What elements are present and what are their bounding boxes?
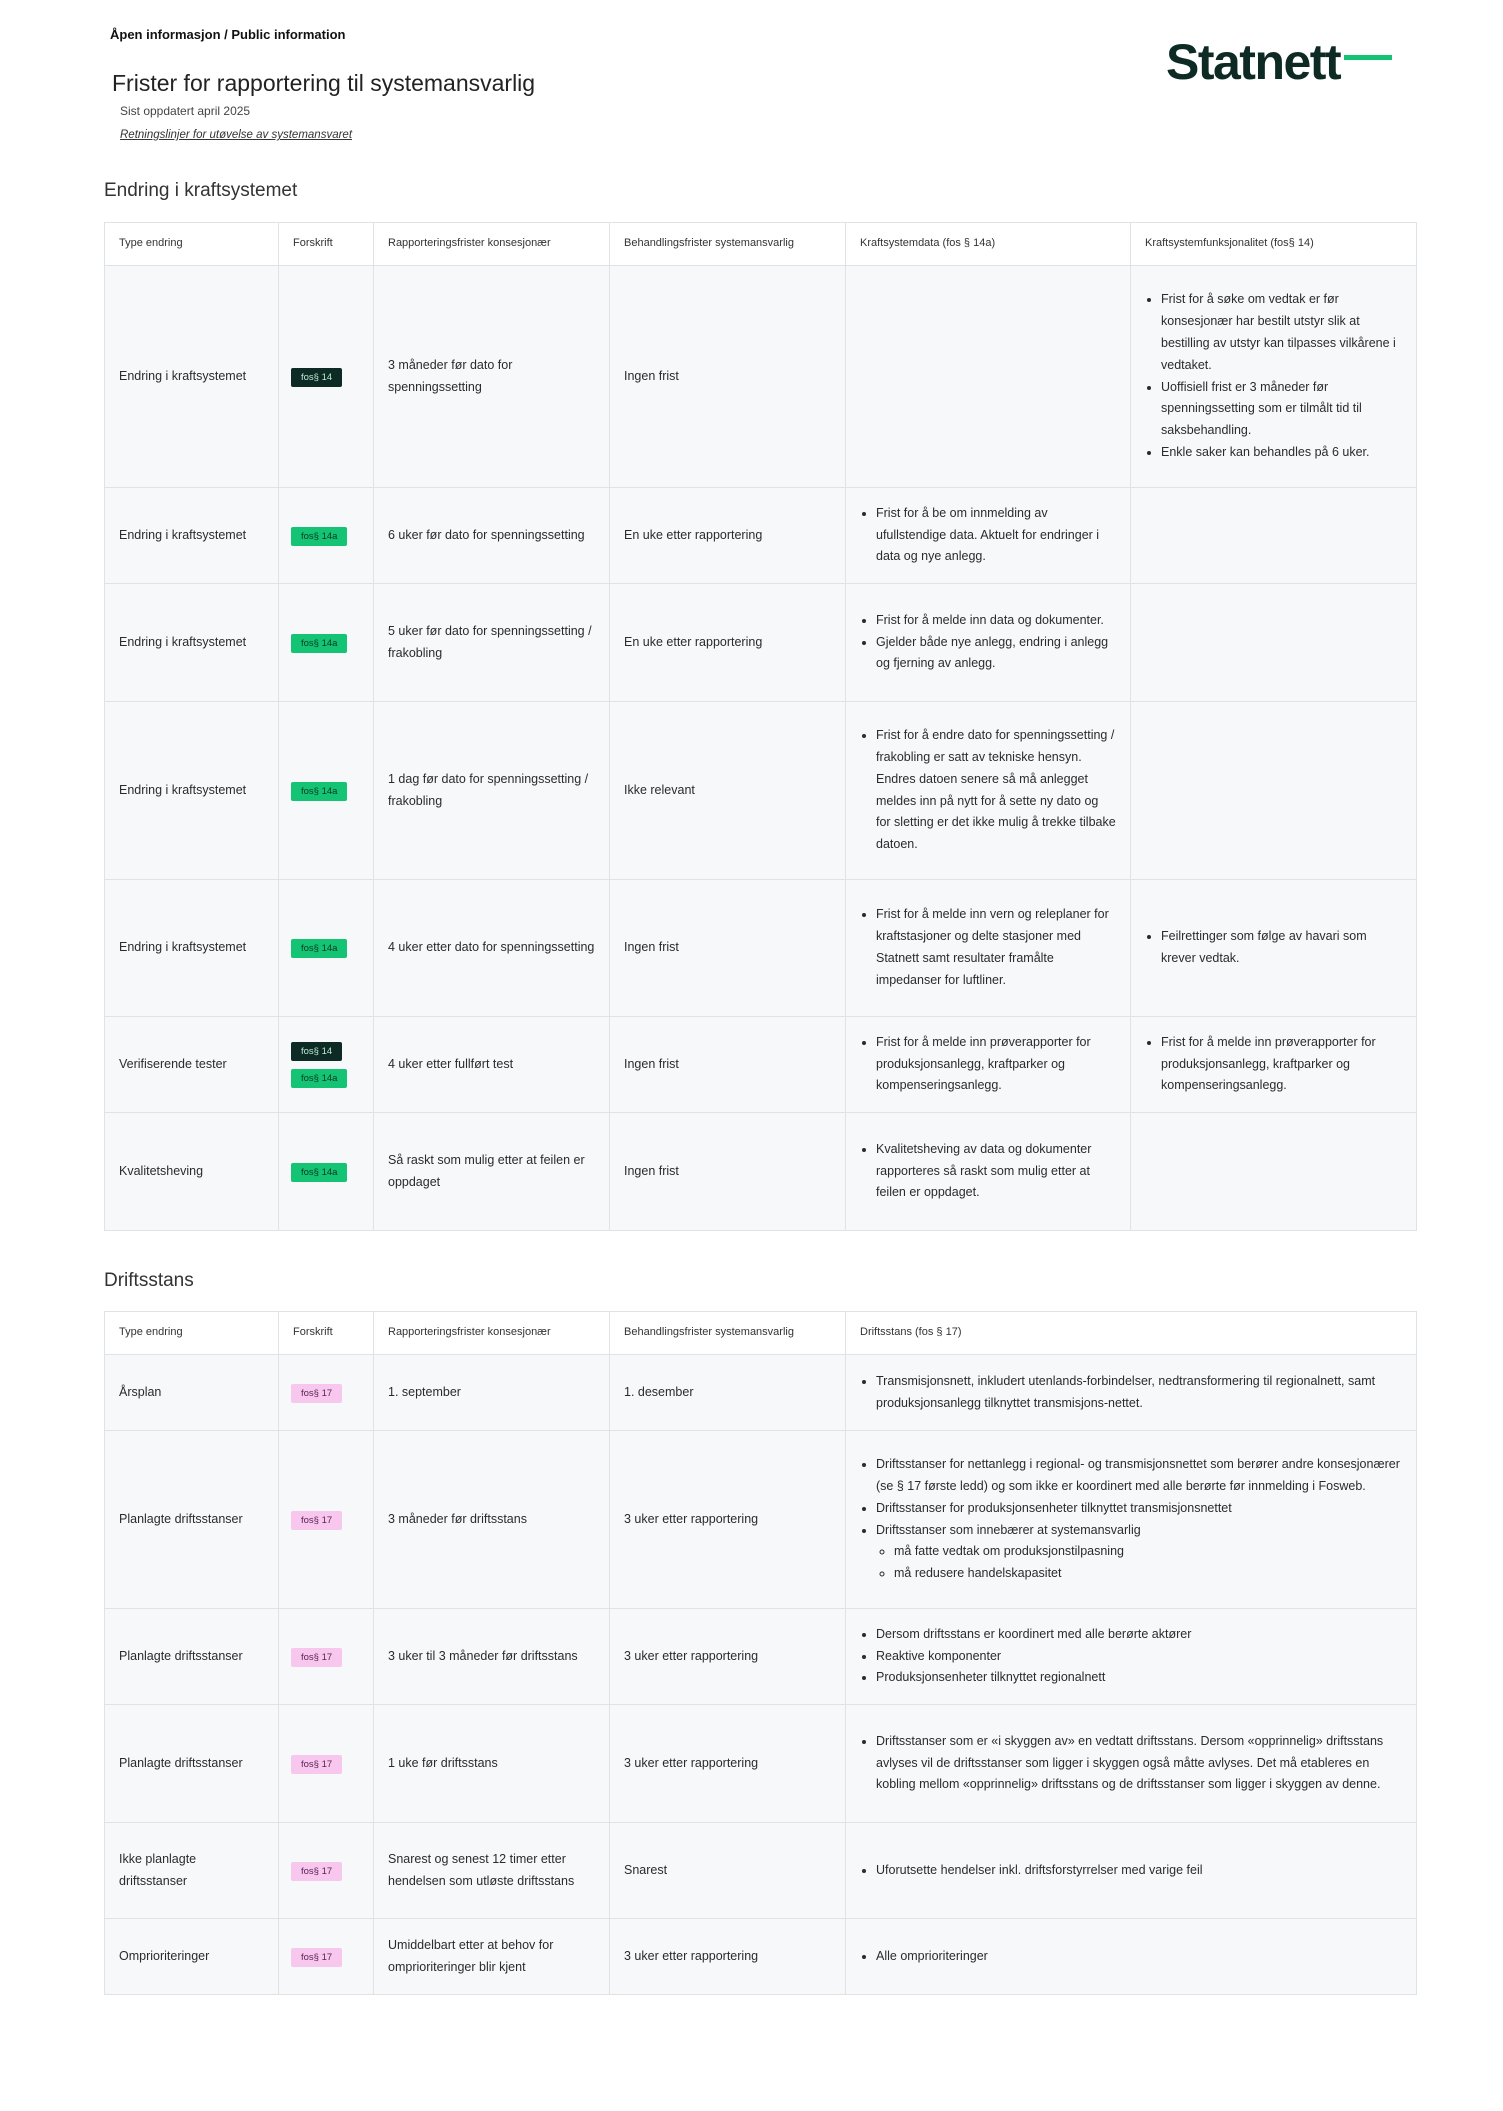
- table-row: [105, 1823, 1417, 1919]
- regulation-cell: [279, 266, 374, 488]
- bullet-list: [860, 1860, 1402, 1882]
- type-cell: Endring i kraftsystemet: [105, 584, 279, 702]
- regulation-badge: fos§ 17: [291, 1648, 342, 1667]
- bullet-item: [876, 1731, 1402, 1797]
- bullet-list: [860, 1946, 1402, 1968]
- regulation-cell: [279, 1705, 374, 1823]
- col-header: Type endring: [105, 1312, 279, 1355]
- outage-details-cell: [846, 1919, 1417, 1995]
- processing-deadline-cell: Snarest: [610, 1823, 846, 1919]
- outages-table: [104, 1311, 1417, 1995]
- bullet-item: [876, 1624, 1402, 1646]
- processing-deadline-cell: Ingen frist: [610, 880, 846, 1017]
- reporting-deadline-cell: 5 uker før dato for spenningssetting / frakobling: [374, 584, 610, 702]
- bullet-item: • Feilrettinger som følge av havari som krever vedtak.: [1161, 926, 1402, 970]
- type-cell: Ikke planlagte driftsstanser: [105, 1823, 279, 1919]
- section-title-outages: Driftsstans: [104, 1270, 194, 1291]
- statnett-logo: [1166, 34, 1392, 90]
- table-row: [105, 1355, 1417, 1431]
- changes-table: [104, 222, 1417, 1231]
- bullet-list: [860, 503, 1116, 569]
- bullet-item: [876, 1498, 1402, 1520]
- system-functionality-cell: [1131, 488, 1417, 584]
- system-data-cell: [846, 584, 1131, 702]
- col-header: Type endring: [105, 223, 279, 266]
- col-header: Kraftsystemfunksjonalitet (fos§ 14): [1131, 223, 1417, 266]
- type-cell: Endring i kraftsystemet: [105, 266, 279, 488]
- type-cell: Årsplan: [105, 1355, 279, 1431]
- col-header: Behandlingsfrister systemansvarlig: [610, 223, 846, 266]
- table-row: [105, 584, 1417, 702]
- system-functionality-cell: [1131, 880, 1417, 1017]
- outage-details-cell: [846, 1609, 1417, 1705]
- bullet-item: • Frist for å melde inn prøverapporter for produksjonsanlegg, kraftparker og kompenseringsanlegg.: [1161, 1032, 1402, 1098]
- bullet-item: • Uoffisiell frist er 3 måneder før spenningssetting som er tilmålt tid til saksbehandling.: [1161, 377, 1402, 443]
- classification-label: Åpen informasjon / Public information: [110, 27, 346, 42]
- regulation-badge: fos§ 17: [291, 1755, 342, 1774]
- processing-deadline-cell: Ingen frist: [610, 266, 846, 488]
- bullet-list: [860, 725, 1116, 856]
- bullet-list: [860, 904, 1116, 992]
- processing-deadline-cell: Ikke relevant: [610, 702, 846, 880]
- reporting-deadline-cell: 4 uker etter fullført test: [374, 1017, 610, 1113]
- regulation-badge: fos§ 14: [291, 368, 342, 387]
- processing-deadline-cell: 1. desember: [610, 1355, 846, 1431]
- table-row: [105, 702, 1417, 880]
- bullet-item: [876, 1454, 1402, 1498]
- regulation-badge: fos§ 17: [291, 1511, 342, 1530]
- regulation-badge: fos§ 14a: [291, 782, 347, 801]
- table-row: [105, 1431, 1417, 1609]
- reporting-deadline-cell: Umiddelbart etter at behov for omprioriteringer blir kjent: [374, 1919, 610, 1995]
- table-row: [105, 1705, 1417, 1823]
- outages-header-row: [105, 1312, 1417, 1355]
- bullet-item: • Frist for å melde inn data og dokumenter.: [876, 610, 1116, 632]
- processing-deadline-cell: 3 uker etter rapportering: [610, 1431, 846, 1609]
- col-header: Rapporteringsfrister konsesjonær: [374, 223, 610, 266]
- sub-bullet-list: [876, 1541, 1402, 1585]
- bullet-item: [876, 1646, 1402, 1668]
- table-row: [105, 1919, 1417, 1995]
- reporting-deadline-cell: 1 dag før dato for spenningssetting / frakobling: [374, 702, 610, 880]
- processing-deadline-cell: En uke etter rapportering: [610, 584, 846, 702]
- system-functionality-cell: [1131, 1113, 1417, 1231]
- regulation-cell: [279, 702, 374, 880]
- regulation-badge: fos§ 14a: [291, 634, 347, 653]
- bullet-item: [876, 1520, 1402, 1586]
- processing-deadline-cell: Ingen frist: [610, 1017, 846, 1113]
- col-header: Driftsstans (fos § 17): [846, 1312, 1417, 1355]
- bullet-text: Uforutsette hendelser inkl. driftsforstyrrelser med varige feil: [876, 1862, 1203, 1877]
- system-data-cell: [846, 1017, 1131, 1113]
- type-cell: Verifiserende tester: [105, 1017, 279, 1113]
- regulation-cell: [279, 1017, 374, 1113]
- sub-bullet-item: ◦ må redusere handelskapasitet: [894, 1563, 1402, 1585]
- reporting-deadline-cell: 3 uker til 3 måneder før driftsstans: [374, 1609, 610, 1705]
- type-cell: Planlagte driftsstanser: [105, 1609, 279, 1705]
- system-data-cell: [846, 702, 1131, 880]
- bullet-text: Transmisjonsnett, inkludert utenlands-forbindelser, nedtransformering til regionalnett, samt produksjonsanlegg tilknyttet transmisjons-nettet.: [876, 1373, 1376, 1410]
- reporting-deadline-cell: 3 måneder før driftsstans: [374, 1431, 610, 1609]
- reporting-deadline-cell: 1. september: [374, 1355, 610, 1431]
- bullet-list: [1145, 289, 1402, 464]
- bullet-item: [876, 1667, 1402, 1689]
- bullet-list: [860, 1731, 1402, 1797]
- bullet-item: [876, 1946, 1402, 1968]
- regulation-badge: fos§ 14a: [291, 1069, 347, 1088]
- regulation-badge: fos§ 14: [291, 1042, 342, 1061]
- bullet-list: [860, 1032, 1116, 1098]
- logo-accent-bar: [1344, 55, 1392, 60]
- system-data-cell: [846, 266, 1131, 488]
- bullet-list: [860, 1139, 1116, 1205]
- reporting-deadline-cell: Snarest og senest 12 timer etter hendelsen som utløste driftsstans: [374, 1823, 610, 1919]
- processing-deadline-cell: En uke etter rapportering: [610, 488, 846, 584]
- type-cell: Endring i kraftsystemet: [105, 702, 279, 880]
- col-header: Rapporteringsfrister konsesjonær: [374, 1312, 610, 1355]
- regulation-badge: fos§ 17: [291, 1862, 342, 1881]
- reporting-deadline-cell: 3 måneder før dato for spenningssetting: [374, 266, 610, 488]
- bullet-item: [876, 1860, 1402, 1882]
- reporting-deadline-cell: 6 uker før dato for spenningssetting: [374, 488, 610, 584]
- outage-details-cell: [846, 1705, 1417, 1823]
- col-header: Forskrift: [279, 223, 374, 266]
- bullet-item: • Enkle saker kan behandles på 6 uker.: [1161, 442, 1402, 464]
- regulation-cell: [279, 488, 374, 584]
- table-row: [105, 880, 1417, 1017]
- bullet-text: Driftsstanser som er «i skyggen av» en vedtatt driftsstans. Dersom «opprinnelig» driftsstans avlyses vil de driftsstanser som ligger i skyggen også måtte avlyses. Det må etableres en kobling mellom «opprinnelig» driftsstans og de driftsstanser som ligger i skyggen av denne.: [876, 1733, 1384, 1792]
- regulation-cell: [279, 1431, 374, 1609]
- bullet-text: Driftsstanser for produksjonsenheter tilknyttet transmisjonsnettet: [876, 1500, 1232, 1515]
- regulation-badge: fos§ 17: [291, 1948, 342, 1967]
- type-cell: Planlagte driftsstanser: [105, 1431, 279, 1609]
- table-row: [105, 1113, 1417, 1231]
- outage-details-cell: [846, 1823, 1417, 1919]
- table-row: [105, 1017, 1417, 1113]
- type-cell: Kvalitetsheving: [105, 1113, 279, 1231]
- type-cell: Endring i kraftsystemet: [105, 880, 279, 1017]
- bullet-text: Driftsstanser for nettanlegg i regional- og transmisjonsnettet som berører andre konsesjonærer (se § 17 første ledd) og som ikke er koordinert med alle berørte før innmelding i Fosweb.: [876, 1456, 1400, 1493]
- bullet-list: [860, 610, 1116, 676]
- type-cell: Omprioriteringer: [105, 1919, 279, 1995]
- regulation-badge: fos§ 14a: [291, 939, 347, 958]
- bullet-text: Driftsstanser som innebærer at systemansvarlig: [876, 1522, 1141, 1537]
- reporting-deadline-cell: Så raskt som mulig etter at feilen er oppdaget: [374, 1113, 610, 1231]
- table-row: [105, 488, 1417, 584]
- regulation-cell: [279, 880, 374, 1017]
- bullet-item: • Frist for å be om innmelding av ufullstendige data. Aktuelt for endringer i data og nye anlegg.: [876, 503, 1116, 569]
- col-header: Forskrift: [279, 1312, 374, 1355]
- col-header: Kraftsystemdata (fos § 14a): [846, 223, 1131, 266]
- bullet-item: • Gjelder både nye anlegg, endring i anlegg og fjerning av anlegg.: [876, 632, 1116, 676]
- bullet-item: • Frist for å melde inn prøverapporter for produksjonsanlegg, kraftparker og kompenseringsanlegg.: [876, 1032, 1116, 1098]
- system-data-cell: [846, 488, 1131, 584]
- outage-details-cell: [846, 1431, 1417, 1609]
- bullet-list: [860, 1454, 1402, 1585]
- bullet-item: • Kvalitetsheving av data og dokumenter rapporteres så raskt som mulig etter at feilen er oppdaget.: [876, 1139, 1116, 1205]
- system-functionality-cell: [1131, 584, 1417, 702]
- regulation-badge: fos§ 14a: [291, 527, 347, 546]
- table-row: [105, 266, 1417, 488]
- bullet-list: [860, 1371, 1402, 1415]
- col-header: Behandlingsfrister systemansvarlig: [610, 1312, 846, 1355]
- table-row: [105, 1609, 1417, 1705]
- bullet-text: Reaktive komponenter: [876, 1648, 1002, 1663]
- regulation-cell: [279, 1355, 374, 1431]
- system-data-cell: [846, 1113, 1131, 1231]
- reporting-deadline-cell: 4 uker etter dato for spenningssetting: [374, 880, 610, 1017]
- bullet-item: • Frist for å søke om vedtak er før konsesjonær har bestilt utstyr slik at bestilling av utstyr kan tilpasses vilkårene i vedtaket.: [1161, 289, 1402, 377]
- guidelines-link[interactable]: Retningslinjer for utøvelse av systemansvaret: [120, 129, 353, 141]
- bullet-text: Produksjonsenheter tilknyttet regionalnett: [876, 1670, 1106, 1685]
- bullet-list: [860, 1624, 1402, 1690]
- bullet-list: [1145, 1032, 1402, 1098]
- bullet-item: • Frist for å endre dato for spenningssetting / frakobling er satt av tekniske hensyn. Endres datoen senere så må anlegget meldes inn på nytt for å sette ny dato og for sletting er det ikke mulig å trekke tilbake datoen.: [876, 725, 1116, 856]
- last-updated: Sist oppdatert april 2025: [120, 104, 251, 118]
- changes-header-row: [105, 223, 1417, 266]
- outage-details-cell: [846, 1355, 1417, 1431]
- processing-deadline-cell: 3 uker etter rapportering: [610, 1705, 846, 1823]
- logo-wordmark: Statnett: [1166, 34, 1341, 90]
- system-functionality-cell: [1131, 266, 1417, 488]
- reporting-deadline-cell: 1 uke før driftsstans: [374, 1705, 610, 1823]
- document-title: Frister for rapportering til systemansvarlig: [112, 70, 536, 96]
- regulation-cell: [279, 1609, 374, 1705]
- system-functionality-cell: [1131, 1017, 1417, 1113]
- type-cell: Planlagte driftsstanser: [105, 1705, 279, 1823]
- type-cell: Endring i kraftsystemet: [105, 488, 279, 584]
- bullet-item: • Frist for å melde inn vern og releplaner for kraftstasjoner og delte stasjoner med Statnett samt resultater framålte impedanser for luftliner.: [876, 904, 1116, 992]
- section-title-changes: Endring i kraftsystemet: [104, 180, 298, 201]
- regulation-cell: [279, 1823, 374, 1919]
- regulation-badge: fos§ 17: [291, 1384, 342, 1403]
- bullet-item: [876, 1371, 1402, 1415]
- regulation-cell: [279, 1113, 374, 1231]
- regulation-cell: [279, 584, 374, 702]
- system-functionality-cell: [1131, 702, 1417, 880]
- system-data-cell: [846, 880, 1131, 1017]
- regulation-badge: fos§ 14a: [291, 1163, 347, 1182]
- processing-deadline-cell: Ingen frist: [610, 1113, 846, 1231]
- bullet-text: Alle omprioriteringer: [876, 1948, 988, 1963]
- regulation-cell: [279, 1919, 374, 1995]
- sub-bullet-item: ◦ må fatte vedtak om produksjonstilpasning: [894, 1541, 1402, 1563]
- bullet-text: Dersom driftsstans er koordinert med alle berørte aktører: [876, 1626, 1192, 1641]
- processing-deadline-cell: 3 uker etter rapportering: [610, 1919, 846, 1995]
- processing-deadline-cell: 3 uker etter rapportering: [610, 1609, 846, 1705]
- bullet-list: [1145, 926, 1402, 970]
